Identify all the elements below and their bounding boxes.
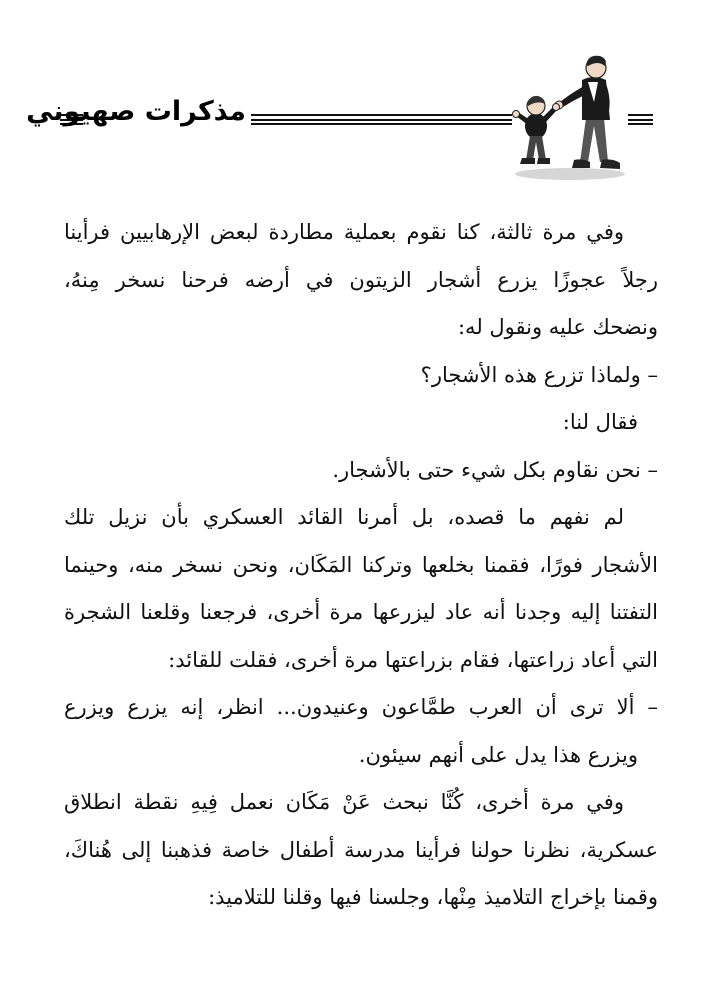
text-line: وفي مرة ثالثة، كنا نقوم بعملية مطاردة لبعض الإرهابيين فرأينا xyxy=(64,220,624,244)
header-rule-right xyxy=(628,114,653,125)
text-line: ويزرع هذا يدل على أنهم سيئون. xyxy=(358,742,638,767)
page-body-text xyxy=(64,209,658,922)
text-line: التفتنا إليه وجدنا أنه عاد ليزرعها مرة أخرى، فرجعنا وقلعنا الشجرة xyxy=(64,600,658,624)
page-header xyxy=(0,0,720,200)
chapter-title: مذكرات صهيوني xyxy=(26,96,246,127)
text-line: ونضحك عليه ونقول له: xyxy=(457,315,658,339)
text-line: رجلاً عجوزًا يزرع أشجار الزيتون في أرضه فرحنا نسخر مِنهُ، xyxy=(64,267,658,292)
text-line: لم نفهم ما قصده، بل أمرنا القائد العسكري بأن نزيل تلك xyxy=(64,505,624,529)
text-line: فقال لنا: xyxy=(562,410,638,434)
text-line: – نحن نقاوم بكل شيء حتى بالأشجار. xyxy=(332,457,658,482)
text-line: وقمنا بإخراج التلاميذ مِنْها، وجلسنا فيها وقلنا للتلاميذ: xyxy=(208,885,658,909)
text-line: – ألا ترى أن العرب طمَّاعون وعنيدون... انظر، إنه يزرع ويزرع xyxy=(64,695,658,719)
man-and-child-illustration xyxy=(508,50,628,182)
text-line: وفي مرة أخرى، كُنَّا نبحث عَنْ مَكَان نعمل فِيهِ نقطة انطلاق xyxy=(64,790,624,814)
text-line: الأشجار فورًا، فقمنا بخلعها وتركنا المَكَان، ونحن نسخر منه، وحينما xyxy=(64,552,658,577)
text-line: عسكرية، نظرنا حولنا فرأينا مدرسة أطفال خاصة فذهبنا إلى هُناكَ، xyxy=(64,837,658,862)
text-line: التي أعاد زراعتها، فقام بزراعتها مرة أخرى، فقلت للقائد: xyxy=(168,647,658,672)
text-line: – ولماذا تزرع هذه الأشجار؟ xyxy=(420,362,658,387)
header-rule-middle xyxy=(251,114,512,125)
